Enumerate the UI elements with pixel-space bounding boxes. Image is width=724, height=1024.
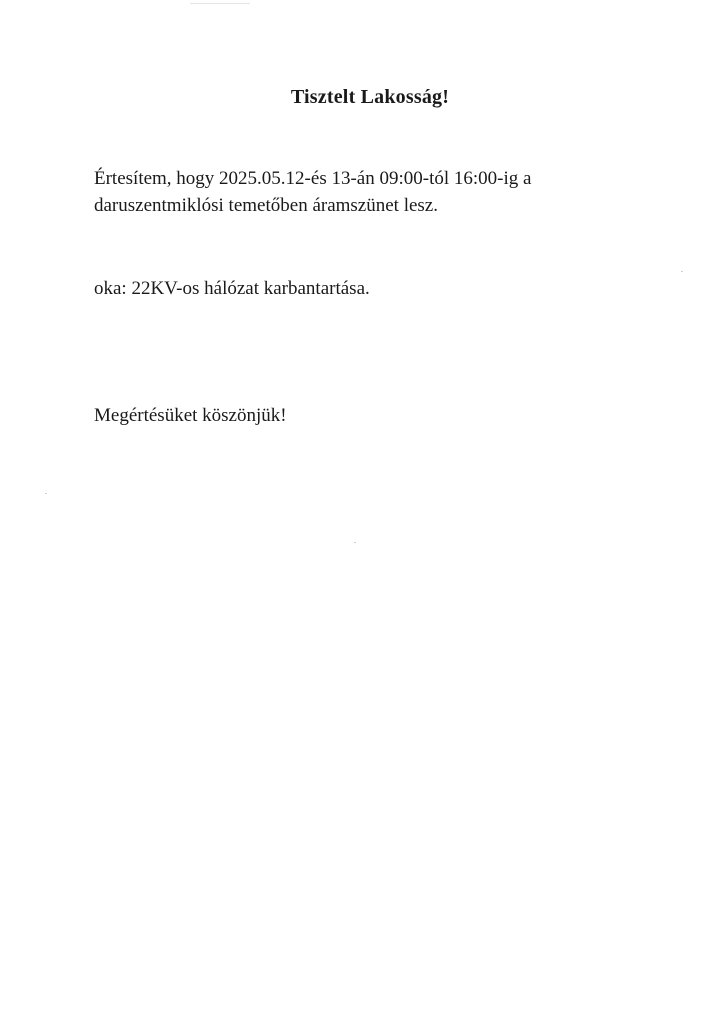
scan-speck bbox=[354, 542, 356, 543]
notice-text-line-2: daruszentmiklósi temetőben áramszünet lesz. bbox=[94, 195, 438, 216]
scan-edge-mark bbox=[190, 3, 250, 4]
scan-speck bbox=[45, 493, 47, 494]
notice-text-line-1: Értesítem, hogy 2025.05.12-és 13-án 09:00-tól 16:00-ig a bbox=[94, 168, 532, 189]
document-title: Tisztelt Lakosság! bbox=[290, 86, 450, 108]
closing-text: Megértésüket köszönjük! bbox=[94, 405, 287, 426]
scan-speck bbox=[681, 271, 683, 272]
cause-text: oka: 22KV-os hálózat karbantartása. bbox=[94, 278, 370, 299]
